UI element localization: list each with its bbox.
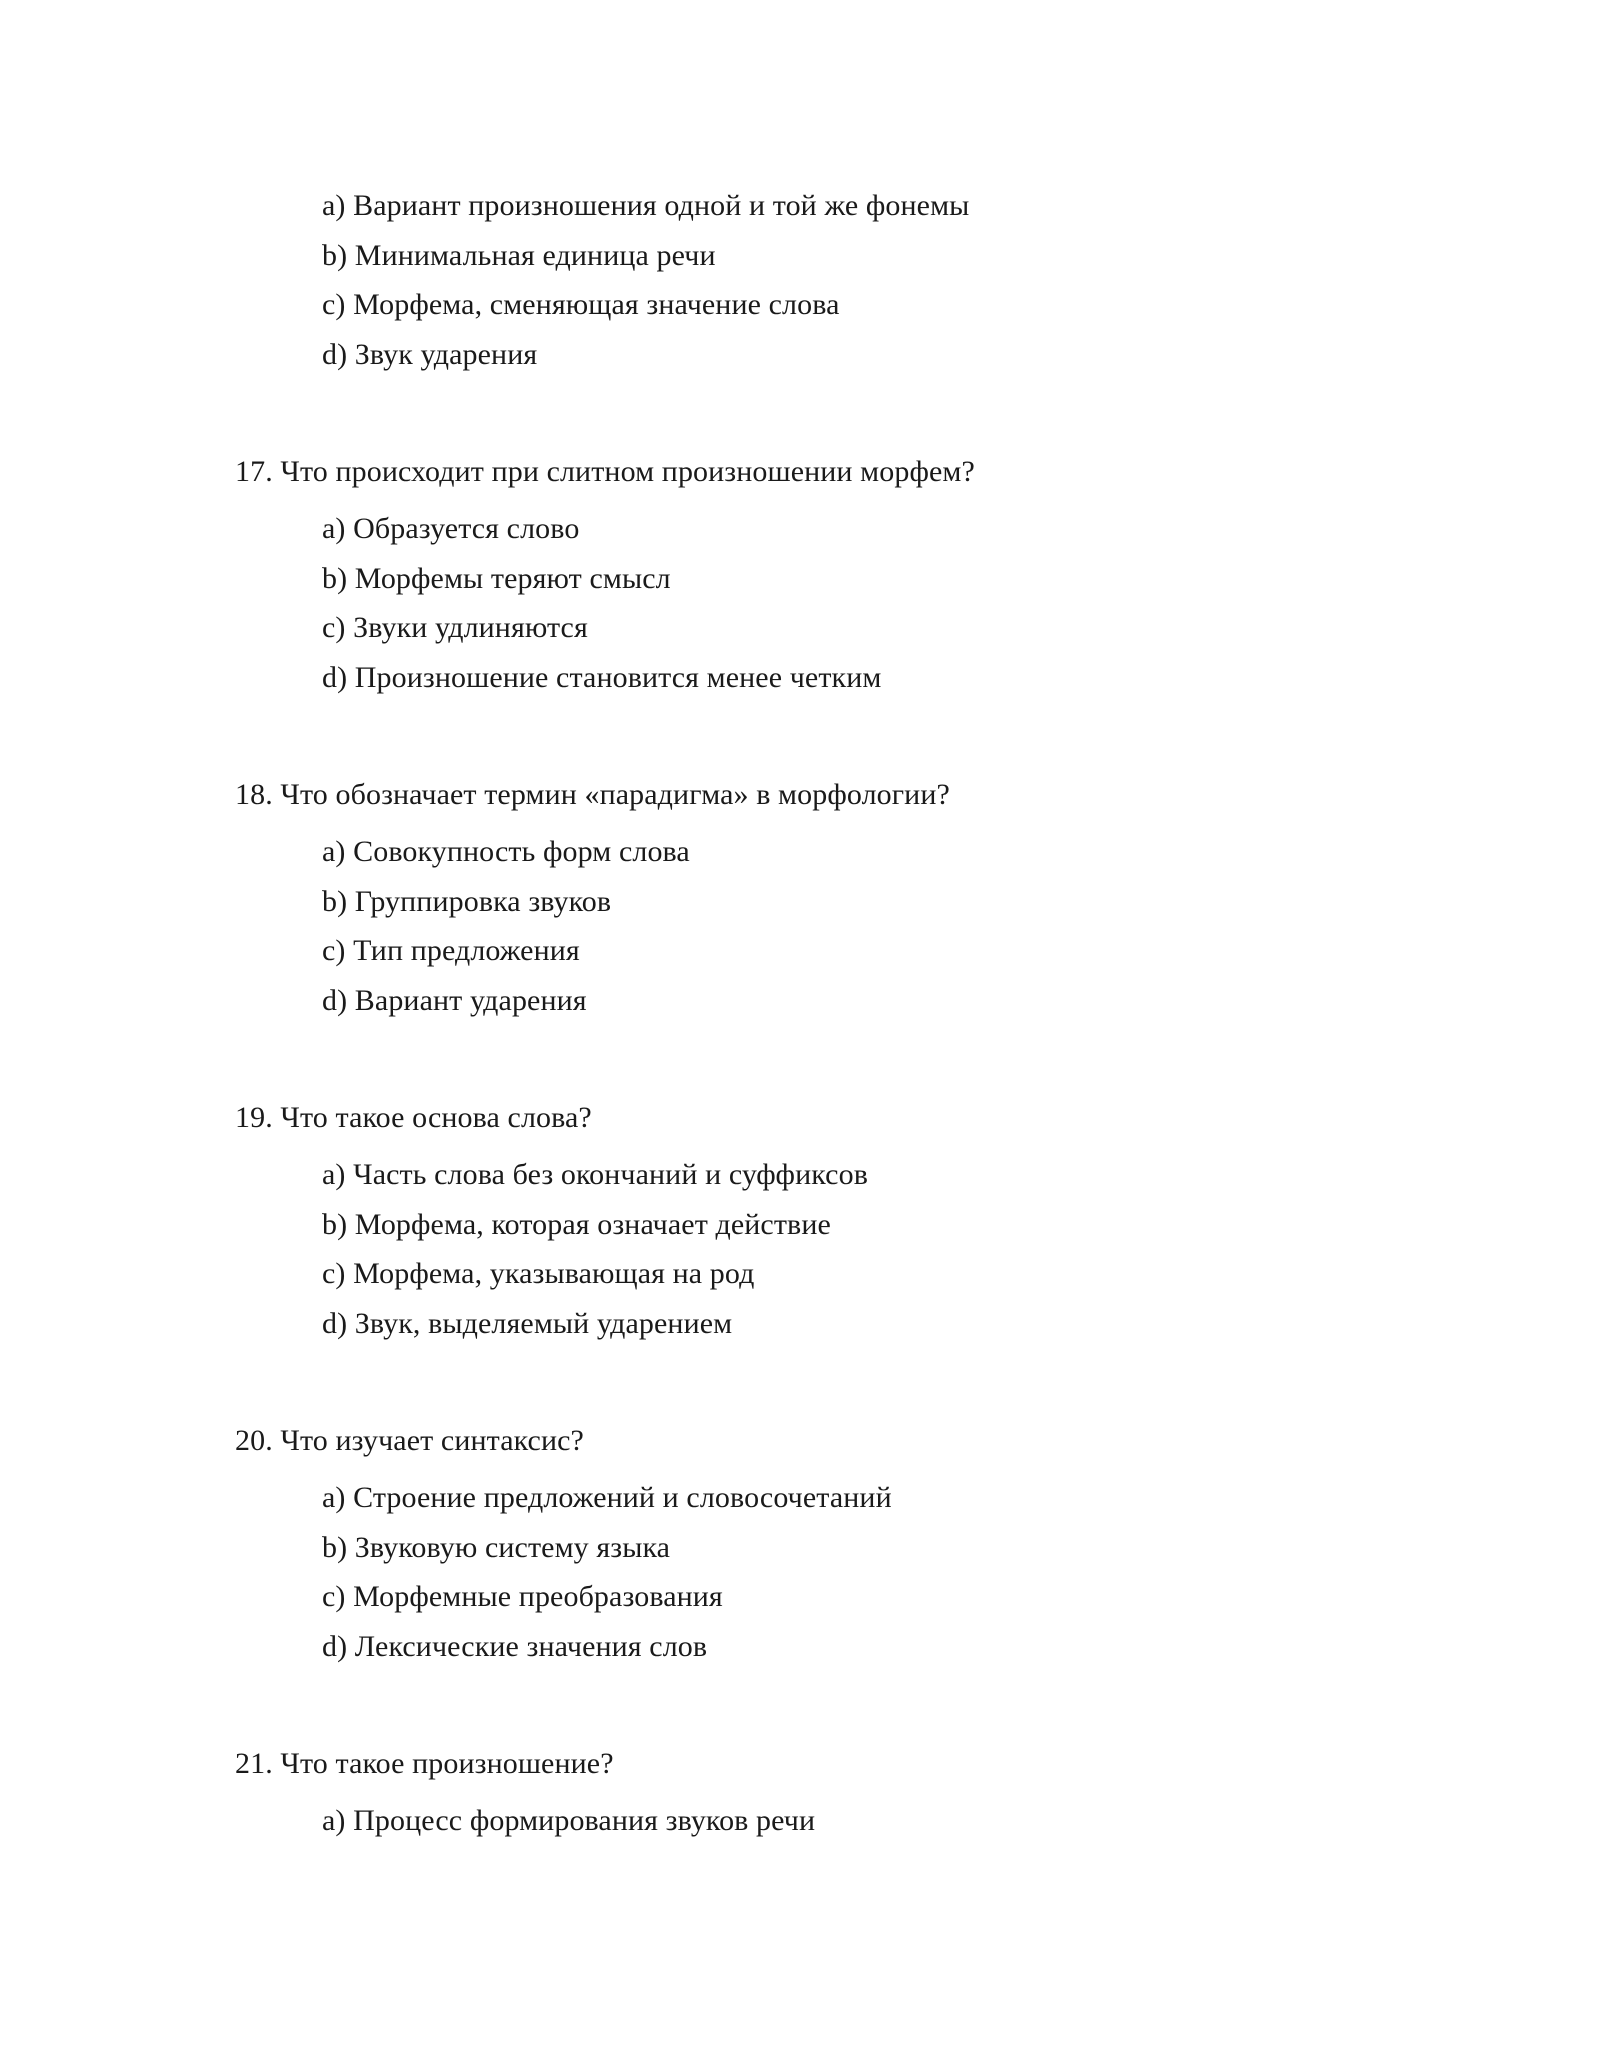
option-c: c) Тип предложения [322,934,580,967]
option-b: b) Морфемы теряют смысл [322,562,671,595]
question-17: 17. Что происходит при слитном произношении морфем? [235,455,975,488]
option-d: d) Звук, выделяемый ударением [322,1307,733,1340]
option-d: d) Лексические значения слов [322,1630,708,1663]
question-18: 18. Что обозначает термин «парадигма» в морфологии? [235,778,950,811]
option-a: a) Вариант произношения одной и той же фонемы [322,189,970,222]
option-b: b) Группировка звуков [322,885,612,918]
option-a: a) Строение предложений и словосочетаний [322,1481,892,1514]
option-d: d) Вариант ударения [322,984,587,1017]
option-c: c) Звуки удлиняются [322,611,588,644]
question-21: 21. Что такое произношение? [235,1747,614,1780]
option-a: a) Образуется слово [322,512,580,545]
option-c: c) Морфемные преобразования [322,1580,723,1613]
option-a: a) Совокупность форм слова [322,835,690,868]
question-20: 20. Что изучает синтаксис? [235,1424,584,1457]
option-c: c) Морфема, указывающая на род [322,1257,755,1290]
option-d: d) Произношение становится менее четким [322,661,882,694]
option-a: a) Часть слова без окончаний и суффиксов [322,1158,868,1191]
option-c: c) Морфема, сменяющая значение слова [322,288,840,321]
option-b: b) Минимальная единица речи [322,239,716,272]
option-d: d) Звук ударения [322,338,538,371]
option-a: a) Процесс формирования звуков речи [322,1804,816,1837]
question-19: 19. Что такое основа слова? [235,1101,592,1134]
option-b: b) Звуковую систему языка [322,1531,671,1564]
option-b: b) Морфема, которая означает действие [322,1208,831,1241]
